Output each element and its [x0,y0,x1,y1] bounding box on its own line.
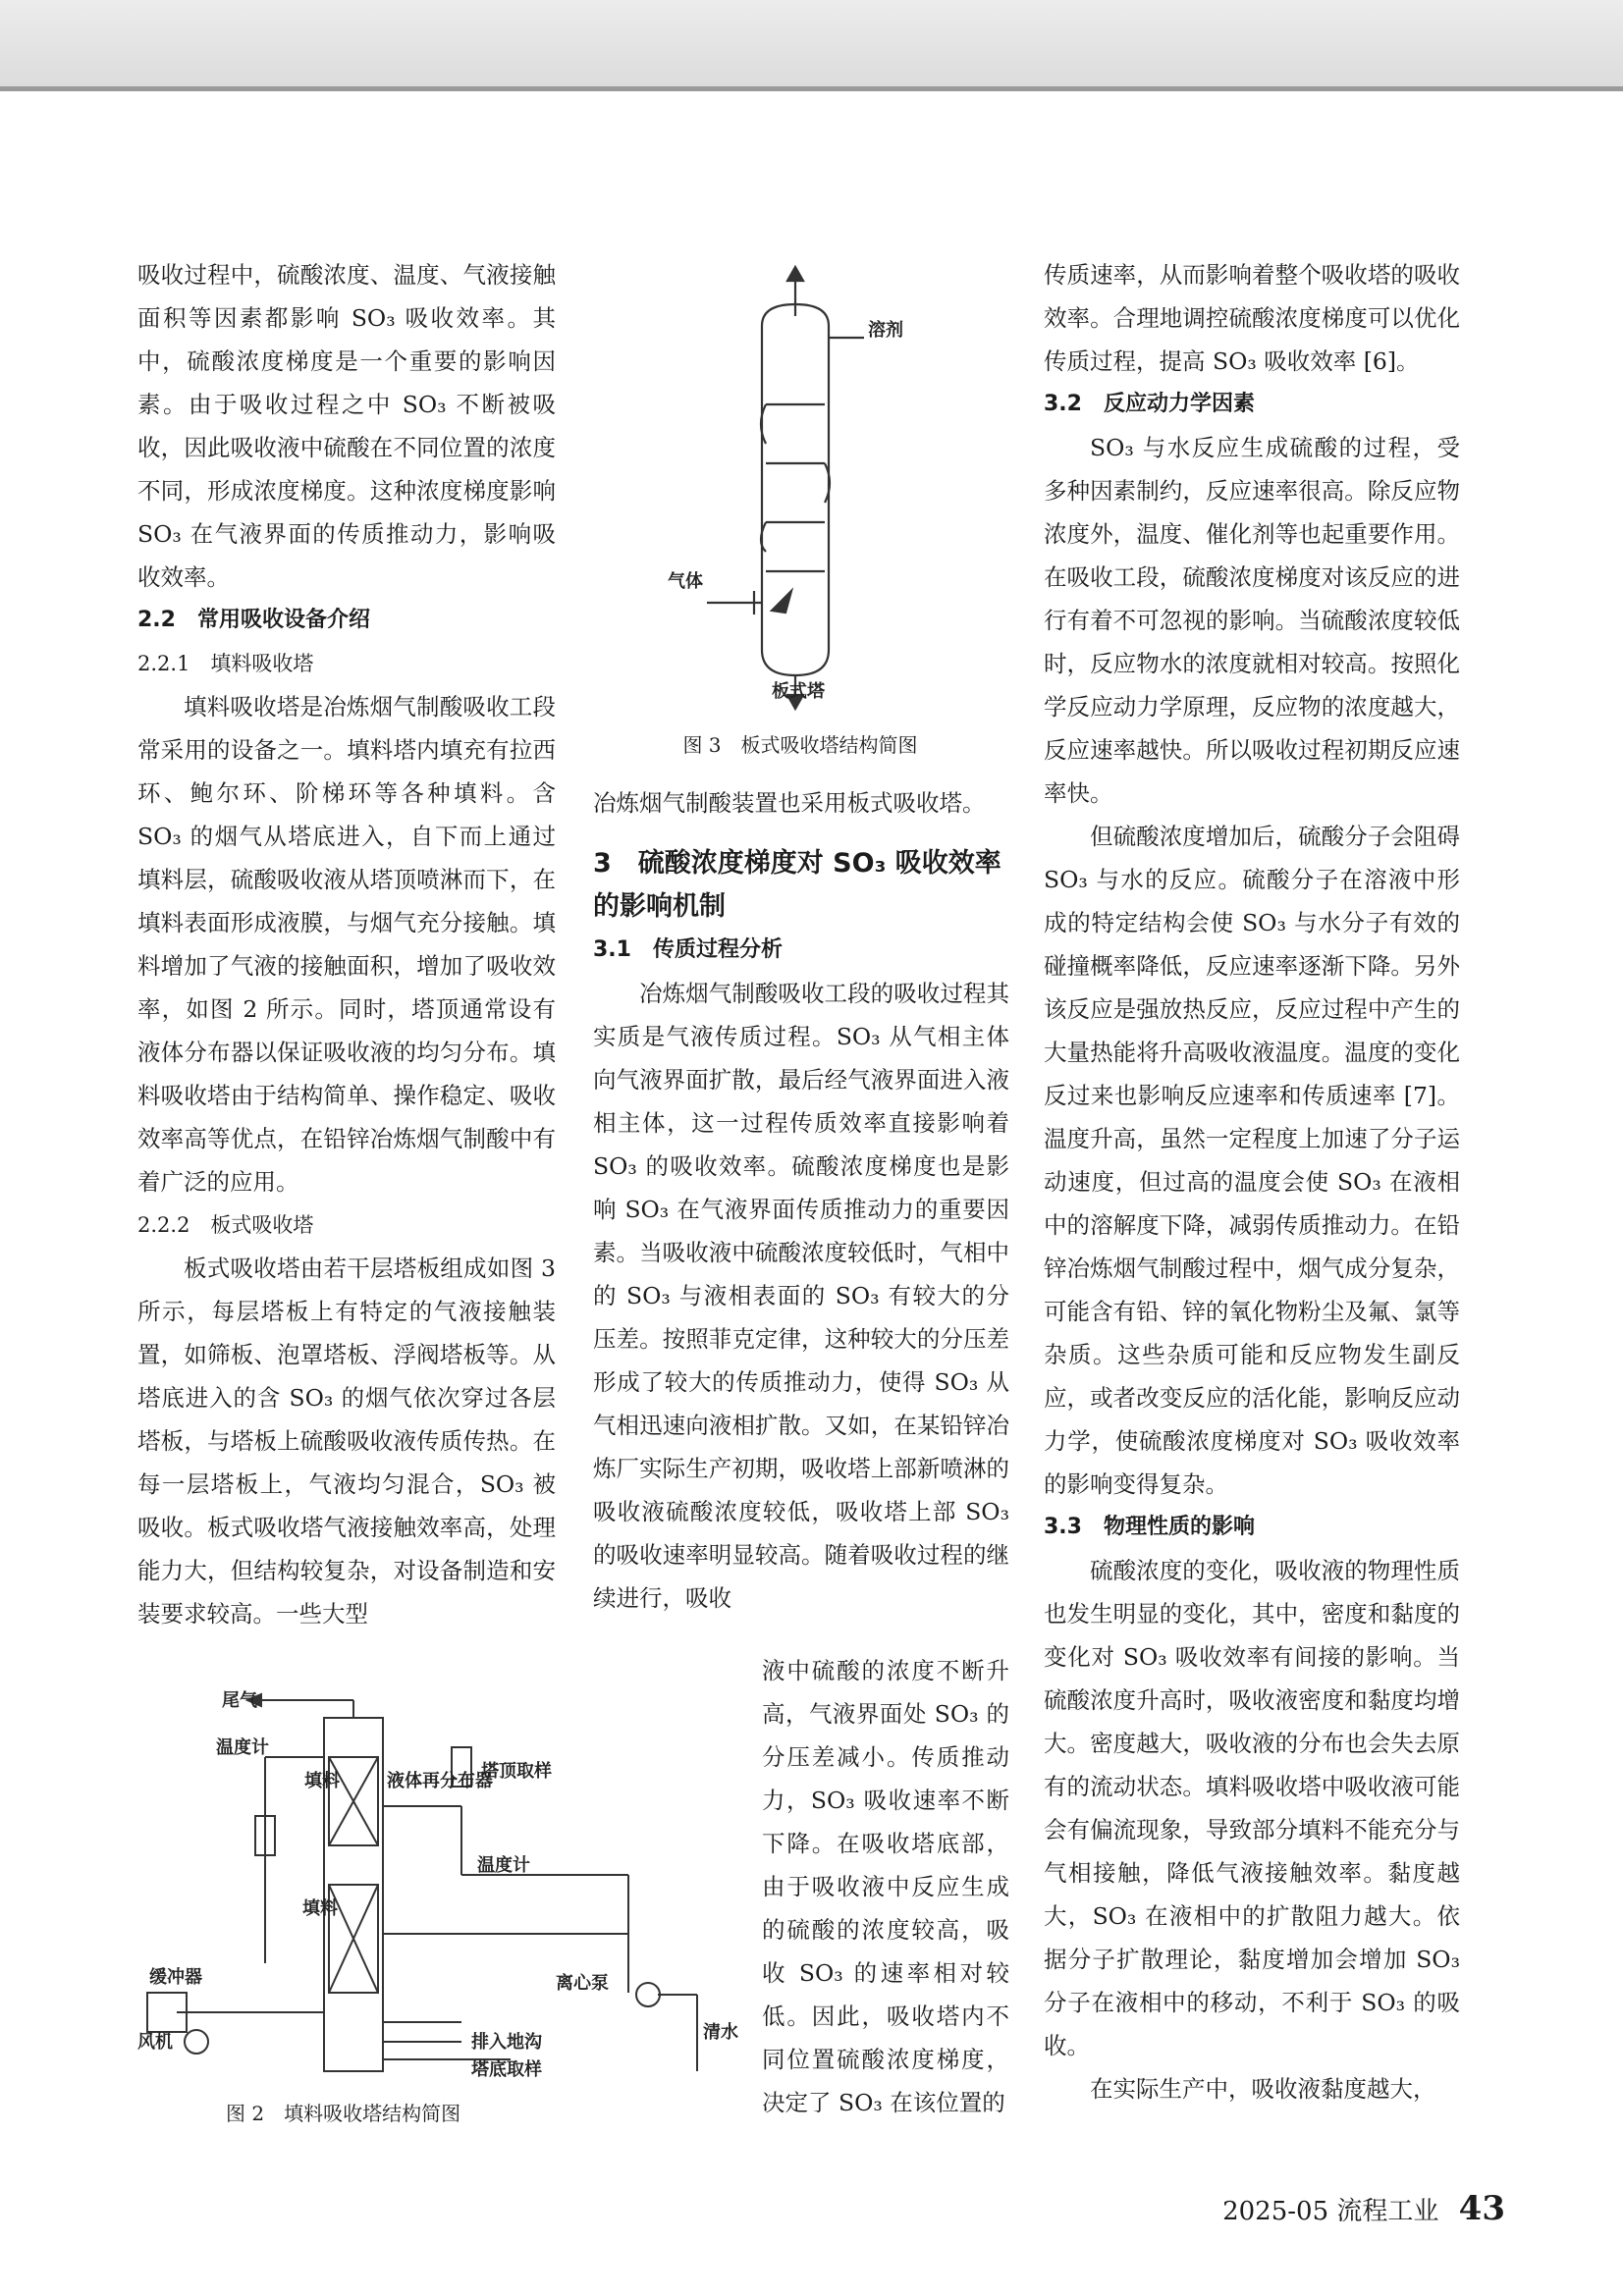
paragraph: 填料吸收塔是冶炼烟气制酸吸收工段常采用的设备之一。填料塔内填充有拉西环、鲍尔环、阶梯环等各种填料。含 SO₃ 的烟气从塔底进入，自下而上通过填料层，硫酸吸收液从塔顶喷淋而下，在填料表面形成液膜，与烟气充分接触。填料增加了气液的接触面积，增加了吸收效率，如图 2 所示。同时，塔顶通常设有液体分布器以保证吸收液的均匀分布。填料吸收塔由于结构简单、操作稳定、吸收效率高等优点，在铅锌冶炼烟气制酸中有着广泛的应用。 [137,693,556,1196]
left-column [137,253,556,1635]
journal-name: 流程工业 [1336,2197,1439,2226]
plate-tower-diagram [668,257,1001,719]
section-heading-3-2: 3.2 反应动力学因素 [1044,392,1255,416]
issue-number: 2025-05 [1222,2197,1329,2226]
fan-label: 风机 [137,2032,173,2053]
bottom-sample-label: 塔底取样 [471,2059,542,2080]
paragraph: 传质速率，从而影响着整个吸收塔的吸收效率。合理地调控硫酸浓度梯度可以优化传质过程，提高 SO₃ 吸收效率 [6]。 [1044,261,1460,375]
subsection-heading-2-2-1: 2.2.1 填料吸收塔 [137,652,314,675]
pump-label: 离心泵 [556,1973,609,1994]
paragraph: 板式吸收塔由若干层塔板组成如图 3 所示，每层塔板上有特定的气液接触装置，如筛板、泡罩塔板、浮阀塔板等。从塔底进入的含 SO₃ 的烟气依次穿过各层塔板，与塔板上硫酸吸收液传质传热。在每一层塔板上，气液均匀混合，SO₃ 被吸收。板式吸收塔气液接触效率高，处理能力大，但结构较复杂，对设备制造和安装要求较高。一些大型 [137,1255,556,1628]
paragraph: 吸收过程中，硫酸浓度、温度、气液接触面积等因素都影响 SO₃ 吸收效率。其中，硫酸浓度梯度是一个重要的影响因素。由于吸收过程之中 SO₃ 不断被吸收，因此吸收液中硫酸在不同位置的浓度不同，形成浓度梯度。这种浓度梯度影响 SO₃ 在气液界面的传质推动力，影响吸收效率。 [137,261,556,591]
paragraph: 在实际生产中，吸收液黏度越大， [1090,2075,1436,2103]
subsection-heading-2-2-2: 2.2.2 板式吸收塔 [137,1213,314,1237]
figure-3 [668,257,1001,719]
middle-column [593,781,1009,1620]
solvent-label: 溶剂 [868,320,903,341]
page-footer [1222,2189,1505,2228]
right-column [1044,253,1460,2110]
packing-label: 填料 [302,1898,338,1919]
section-heading-3-1: 3.1 传质过程分析 [593,937,783,962]
gas-label: 气体 [668,571,703,592]
tower-label: 板式塔 [772,681,825,702]
water-label: 清水 [703,2022,738,2043]
paragraph: 液中硫酸的浓度不断升高，气液界面处 SO₃ 的分压差减小。传质推动力，SO₃ 吸收速率不断下降。在吸收塔底部，由于吸收液中反应生成的硫酸的浓度较高，吸收 SO₃ 的速率相对较低。因此，吸收塔内不同位置硫酸浓度梯度，决定了 SO₃ 在该位置的 [762,1657,1009,2116]
figure-2 [137,1688,746,2101]
thermometer-label: 温度计 [216,1737,269,1758]
figure-3-caption: 图 3 板式吸收塔结构简图 [682,733,918,757]
redistributor-label: 液体再分布器 [387,1771,493,1791]
section-heading-2-2: 2.2 常用吸收设备介绍 [137,608,370,632]
middle-narrow-column [762,1649,1009,2124]
header-band [0,0,1623,91]
paragraph: 冶炼烟气制酸吸收工段的吸收过程其实质是气液传质过程。SO₃ 从气相主体向气液界面扩散，最后经气液界面进入液相主体，这一过程传质效率直接影响着 SO₃ 的吸收效率。硫酸浓度梯度也是影响 SO₃ 在气液界面传质推动力的重要因素。当吸收液中硫酸浓度较低时，气相中的 SO₃ 与液相表面的 SO₃ 有较大的分压差。按照菲克定律，这种较大的分压差形成了较大的传质推动力，使得 SO₃ 从气相迅速向液相扩散。又如，在某铅锌冶炼厂实际生产初期，吸收塔上部新喷淋的吸收液硫酸浓度较低，吸收塔上部 SO₃ 的吸收速率明显较高。随着吸收过程的继续进行，吸收 [593,980,1009,1612]
thermometer-label: 温度计 [477,1855,530,1876]
section-heading-3-3: 3.3 物理性质的影响 [1044,1515,1255,1539]
paragraph: 但硫酸浓度增加后，硫酸分子会阻碍 SO₃ 与水的反应。硫酸分子在溶液中形成的特定结构会使 SO₃ 与水分子有效的碰撞概率降低，反应速率逐渐下降。另外该反应是强放热反应，反应过程中产生的大量热能将升高吸收液温度。温度的变化反过来也影响反应速率和传质速率 [7]。温度升高，虽然一定程度上加速了分子运动速度，但过高的温度会使 SO₃ 在液相中的溶解度下降，减弱传质推动力。在铅锌冶炼烟气制酸过程中，烟气成分复杂，可能含有铅、锌的氧化物粉尘及氟、氯等杂质。这些杂质可能和反应物发生副反应，或者改变反应的活化能，影响反应动力学，使硫酸浓度梯度对 SO₃ 吸收效率的影响变得复杂。 [1044,823,1460,1498]
packed-tower-diagram [137,1688,746,2101]
paragraph: 硫酸浓度的变化，吸收液的物理性质也发生明显的变化，其中，密度和黏度的变化对 SO₃ 吸收效率有间接的影响。当硫酸浓度升高时，吸收液密度和黏度均增大。密度越大，吸收液的分布也会失去原有的流动状态。填料吸收塔中吸收液可能会有偏流现象，导致部分填料不能充分与气相接触，降低气液接触效率。黏度越大，SO₃ 在液相中的扩散阻力越大。依据分子扩散理论，黏度增加会增加 SO₃ 分子在液相中的移动，不利于 SO₃ 的吸收。 [1044,1557,1460,2059]
paragraph: 冶炼烟气制酸装置也采用板式吸收塔。 [593,789,986,817]
packing-label: 填料 [304,1771,340,1791]
top-sample-label: 塔顶取样 [481,1761,552,1782]
drain-label: 排入地沟 [471,2032,542,2053]
buffer-label: 缓冲器 [149,1967,202,1988]
tail-gas-label: 尾气 [222,1690,257,1711]
page-number: 43 [1458,2189,1505,2228]
figure-2-caption: 图 2 填料吸收塔结构简图 [226,2102,461,2125]
section-heading-3: 3 硫酸浓度梯度对 SO₃ 吸收效率的影响机制 [593,848,1001,922]
paragraph: SO₃ 与水反应生成硫酸的过程，受多种因素制约，反应速率很高。除反应物浓度外，温度、催化剂等也起重要作用。在吸收工段，硫酸浓度梯度对该反应的进行有着不可忽视的影响。当硫酸浓度较低时，反应物水的浓度就相对较高。按照化学反应动力学原理，反应物的浓度越大，反应速率越快。所以吸收过程初期反应速率快。 [1044,434,1460,807]
